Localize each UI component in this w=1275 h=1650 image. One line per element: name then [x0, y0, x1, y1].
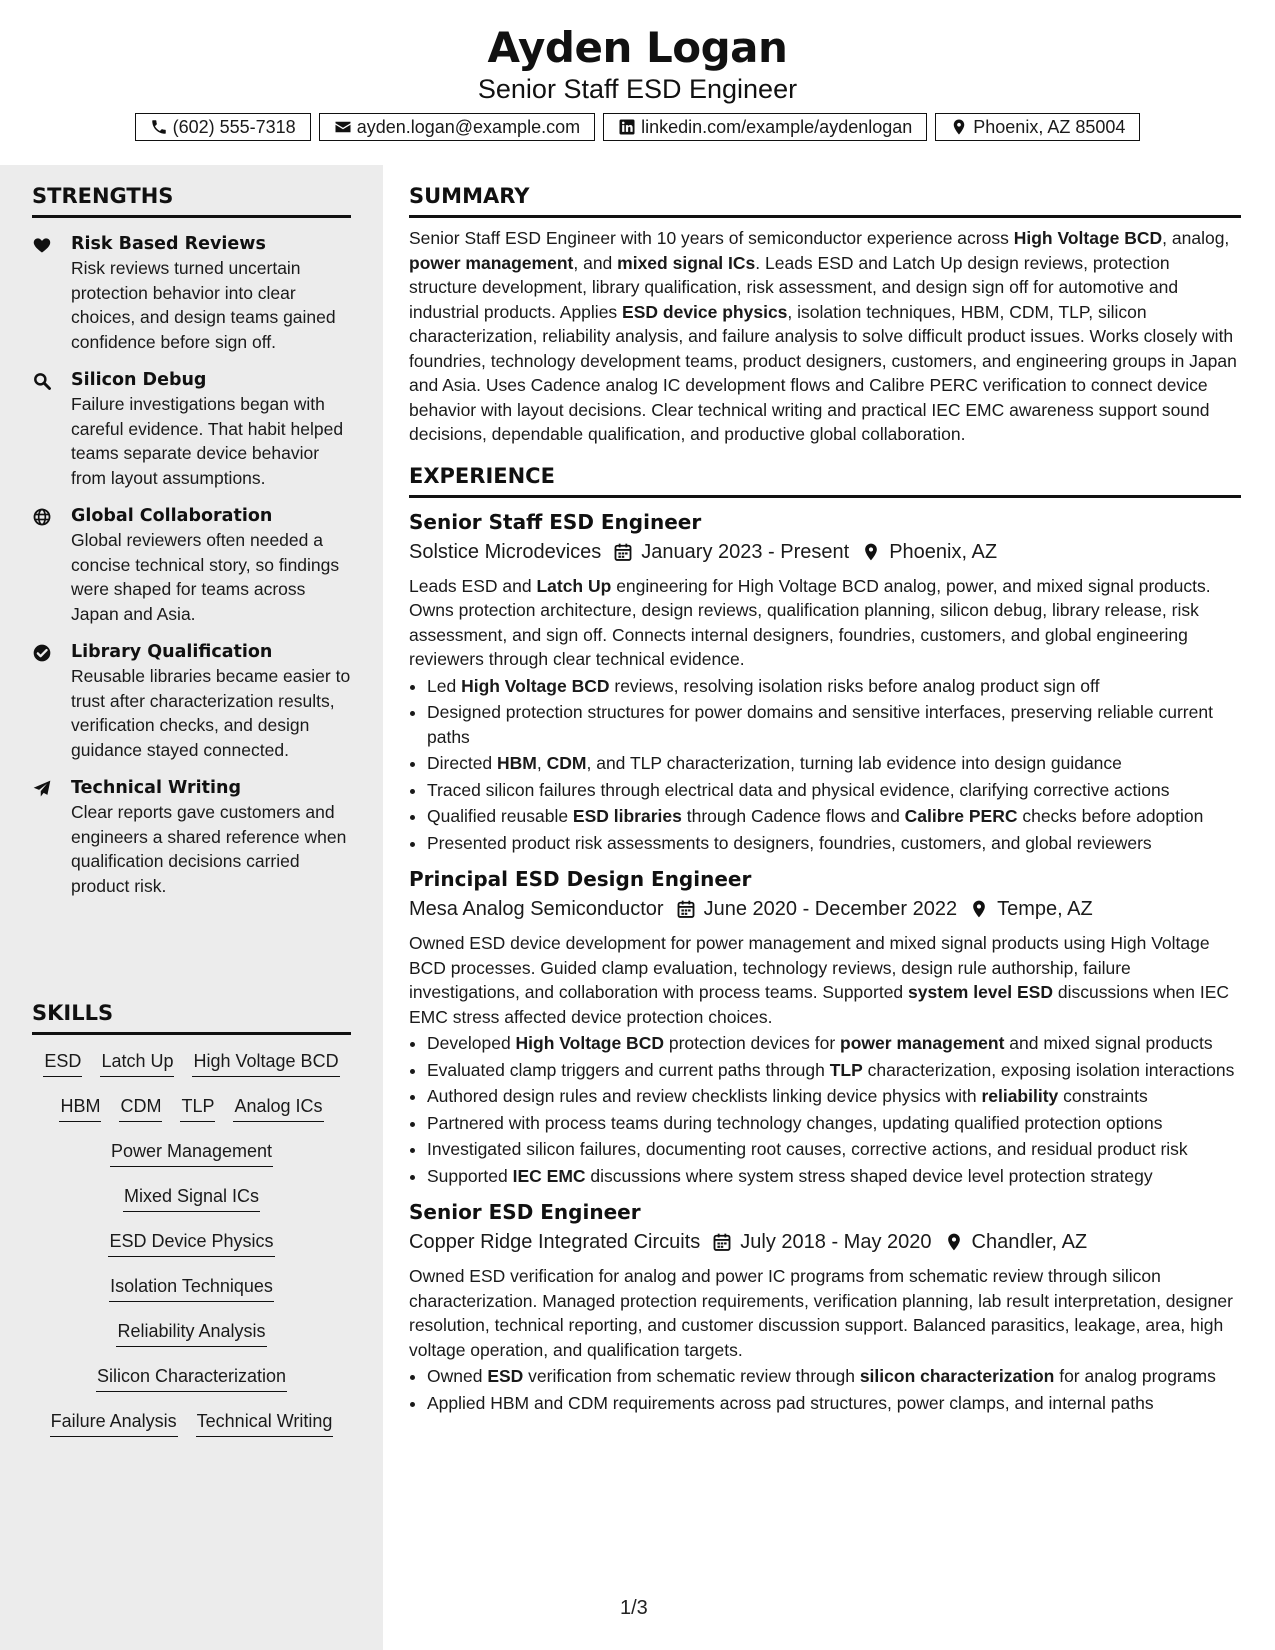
experience-heading: EXPERIENCE [409, 463, 1241, 498]
candidate-title: Senior Staff ESD Engineer [477, 74, 798, 104]
job-bullet: • Owned ESD verification from schematic review through silicon characterization for analog programs [427, 1364, 1241, 1389]
skill-tag: Isolation Techniques [109, 1274, 274, 1302]
calendar-icon [676, 899, 696, 919]
job-bullet: • Directed HBM, CDM, and TLP characterization, turning lab evidence into design guidance [427, 751, 1241, 776]
skill-row [32, 1319, 351, 1364]
strength-title: Risk Based Reviews [71, 234, 266, 254]
strength-desc: Risk reviews turned uncertain protection behavior into clear choices, and design teams gained confidence before sign off. [71, 258, 336, 352]
candidate-name: Ayden Logan [487, 23, 788, 72]
job-bullet: • Traced silicon failures through electrical data and physical evidence, clarifying corrective actions [427, 778, 1241, 803]
skill-tag: ESD Device Physics [108, 1229, 274, 1257]
summary-text: Senior Staff ESD Engineer with 10 years of semiconductor experience across High Voltage BCD, analog, power management, and mixed signal ICs. Leads ESD and Latch Up design reviews, protection structure development, library qualification, risk assessment, and design sign off for automotive and industrial products. Applies ESD device physics, isolation techniques, HBM, CDM, TLP, silicon characterization, reliability analysis, and failure analysis to solve difficult product issues. Works closely with foundries, technology development teams, product designers, customers, and engineering groups in Japan and Asia. Uses Cadence analog IC development flows and Calibre PERC verification to connect device behavior with layout decisions. Clear technical writing and practical IEC EMC awareness support sound decisions, dependable qualification, and productive global collaboration. [409, 228, 1237, 444]
job-bullet: • Qualified reusable ESD libraries through Cadence flows and Calibre PERC checks before adoption [427, 804, 1241, 829]
skill-row [32, 1364, 351, 1409]
job-bullet: • Supported IEC EMC discussions where system stress shaped device level protection strategy [427, 1164, 1241, 1189]
strengths-heading: STRENGTHS [32, 183, 351, 218]
skills-section [32, 1000, 351, 1454]
contact-linkedin[interactable] [603, 113, 927, 141]
summary-section [409, 183, 1241, 447]
strength-item [32, 640, 351, 762]
phone-icon [150, 118, 168, 136]
job-location: Chandler, AZ [971, 1231, 1088, 1253]
job-dates: January 2023 - Present [641, 540, 850, 563]
map-pin-icon [969, 899, 989, 919]
skill-tag: HBM [59, 1094, 101, 1122]
skill-row [32, 1409, 351, 1454]
job-title: Principal ESD Design Engineer [409, 867, 752, 891]
job-bullets [409, 1364, 1241, 1415]
job-bullet: • Developed High Voltage BCD protection devices for power management and mixed signal products [427, 1031, 1241, 1056]
map-pin-icon [944, 1232, 964, 1252]
skill-row [32, 1094, 351, 1139]
strength-title: Global Collaboration [71, 506, 273, 526]
envelope-icon [334, 118, 352, 136]
skill-tag: Latch Up [100, 1049, 174, 1077]
map-pin-icon [950, 118, 968, 136]
jobs-list [409, 508, 1241, 1416]
job-bullet: • Presented product risk assessments to designers, foundries, customers, and global reviewers [427, 831, 1241, 856]
strength-desc: Clear reports gave customers and engineers a shared reference when qualification decisions carried product risk. [71, 802, 347, 896]
strength-item [32, 504, 351, 626]
globe-icon [32, 507, 52, 527]
sidebar [0, 165, 383, 1650]
skill-tag: High Voltage BCD [192, 1049, 339, 1077]
skill-tag: Technical Writing [196, 1409, 334, 1437]
skill-tag: Reliability Analysis [116, 1319, 266, 1347]
job-company: Solstice Microdevices [409, 540, 602, 563]
job-description: Leads ESD and Latch Up engineering for High Voltage BCD analog, power, and mixed signal products. Owns protection architecture, design reviews, qualification planning, silicon debug, library release, risk assessment, and sign off. Connects internal designers, foundries, customers, and global engineering reviewers through clear technical evidence. [409, 575, 1211, 669]
calendar-icon [712, 1232, 732, 1252]
job-title: Senior Staff ESD Engineer [409, 509, 702, 534]
strength-desc: Failure investigations began with careful evidence. That habit helped teams separate device behavior from layout assumptions. [71, 394, 344, 488]
contact-email-text: ayden.logan@example.com [356, 116, 581, 137]
strength-item [32, 368, 351, 490]
page-number: 1/3 [620, 1597, 648, 1619]
skill-tag: ESD [43, 1049, 82, 1077]
skill-row [32, 1274, 351, 1319]
job-bullets [409, 674, 1241, 856]
job-description: Owned ESD device development for power management and mixed signal products using High Voltage BCD processes. Guided clamp evaluation, technology reviews, design rule authorship, failure investigations, and collaboration with process teams. Supported system level ESD discussions when IEC EMC stress affected device protection choices. [409, 933, 1230, 1027]
strength-title: Technical Writing [71, 778, 242, 798]
search-icon [32, 371, 52, 391]
contact-location[interactable] [935, 113, 1140, 141]
job-bullet: • Evaluated clamp triggers and current paths through TLP characterization, exposing isolation interactions [427, 1058, 1241, 1083]
job-dates: June 2020 - December 2022 [703, 898, 958, 920]
skill-row [32, 1049, 351, 1094]
job-bullet: • Investigated silicon failures, documenting root causes, corrective actions, and residual product risk [427, 1137, 1241, 1162]
job-meta [409, 894, 1241, 924]
job-title: Senior ESD Engineer [409, 1200, 641, 1224]
main-content [409, 165, 1241, 1415]
job-meta [409, 537, 1241, 567]
contact-bar [0, 113, 1275, 141]
paper-plane-icon [32, 779, 52, 799]
job-entry [409, 508, 1241, 856]
strength-desc: Reusable libraries became easier to trust after characterization results, verification checks, and design guidance stayed connected. [71, 666, 351, 760]
calendar-icon [613, 542, 633, 562]
strength-desc: Global reviewers often needed a concise technical story, so findings were shaped for teams across Japan and Asia. [71, 530, 340, 624]
job-location: Tempe, AZ [997, 898, 1093, 920]
job-bullet: • Partnered with process teams during technology changes, updating qualified protection options [427, 1111, 1241, 1136]
job-bullet: • Designed protection structures for power domains and sensitive interfaces, preserving reliable current paths [427, 700, 1241, 749]
map-pin-icon [861, 542, 881, 562]
strengths-section [32, 183, 351, 898]
job-entry [409, 1198, 1241, 1415]
contact-phone-text: (602) 555-7318 [172, 116, 296, 137]
skill-tag: TLP [180, 1094, 215, 1122]
experience-section [409, 463, 1241, 1416]
summary-heading: SUMMARY [409, 183, 1241, 218]
contact-email[interactable] [319, 113, 595, 141]
skill-tag: Power Management [110, 1139, 273, 1167]
job-bullet: • Authored design rules and review checklists linking device physics with reliability constraints [427, 1084, 1241, 1109]
skills-list [32, 1049, 351, 1454]
skill-row [32, 1229, 351, 1274]
strength-title: Silicon Debug [71, 370, 207, 390]
contact-location-text: Phoenix, AZ 85004 [973, 116, 1126, 137]
job-description: Owned ESD verification for analog and power IC programs from schematic review through silicon characterization. Managed protection requirements, verification planning, lab result interpretation, designer resolution, technical reporting, and customer discussion support. Balanced parasitics, leakage, area, high voltage operation, and qualification targets. [409, 1266, 1233, 1360]
skill-tag: Failure Analysis [50, 1409, 178, 1437]
contact-phone[interactable] [135, 113, 311, 141]
linkedin-icon [618, 118, 636, 136]
strength-item [32, 232, 351, 354]
skills-heading: SKILLS [32, 1000, 351, 1035]
contact-linkedin-text: linkedin.com/example/aydenlogan [641, 116, 913, 137]
strength-item [32, 776, 351, 898]
job-meta [409, 1227, 1241, 1257]
skill-tag: CDM [119, 1094, 162, 1122]
job-company: Mesa Analog Semiconductor [409, 898, 664, 920]
skill-tag: Silicon Characterization [96, 1364, 287, 1392]
job-company: Copper Ridge Integrated Circuits [409, 1231, 701, 1253]
strength-title: Library Qualification [71, 642, 273, 662]
job-bullet: • Applied HBM and CDM requirements across pad structures, power clamps, and internal paths [427, 1391, 1241, 1416]
check-circle-icon [32, 643, 52, 663]
skill-tag: Mixed Signal ICs [123, 1184, 260, 1212]
skill-row [32, 1139, 351, 1184]
job-bullet: • Led High Voltage BCD reviews, resolving isolation risks before analog product sign off [427, 674, 1241, 699]
skill-tag: Analog ICs [233, 1094, 323, 1122]
resume-header [0, 0, 1275, 165]
heart-icon [32, 235, 52, 255]
job-entry [409, 865, 1241, 1188]
skill-row [32, 1184, 351, 1229]
job-bullets [409, 1031, 1241, 1188]
job-location: Phoenix, AZ [889, 540, 998, 563]
job-dates: July 2018 - May 2020 [740, 1231, 932, 1253]
